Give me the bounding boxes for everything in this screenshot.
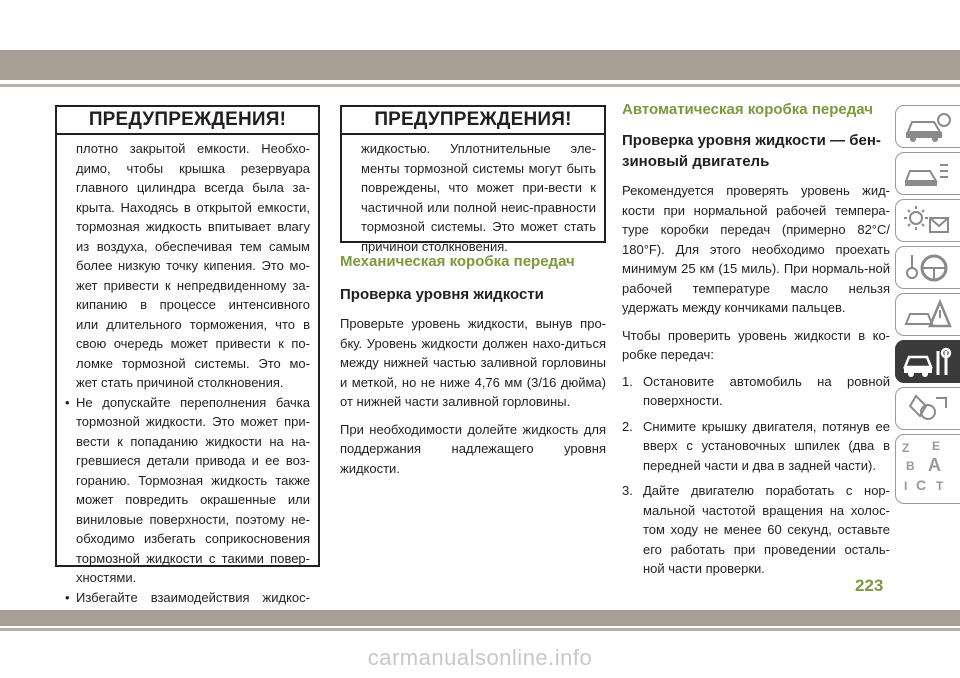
step-item <box>622 372 890 411</box>
manual-transmission-section <box>340 252 606 478</box>
step-text: Остановите автомобиль на ровной поверхности. <box>643 373 890 408</box>
warning-line: жет привести к непредвиденному за- <box>76 277 310 293</box>
index-letter: T <box>936 479 944 493</box>
subsection-title: Проверка уровня жидкости <box>340 286 544 303</box>
step-number: 3. <box>622 483 633 498</box>
paragraph: При необходимости долейте жидкость для поддержания надлежащего уровня жидкости. <box>340 421 606 476</box>
warning-lights-icon <box>902 204 952 238</box>
warning-text: жидкостью. Уплотнительные эле-менты тормозной системы могут быть повреждены, что может при-вести к частичной или полной неис-правности тормозной системы. Это может стать причиной столкновения. <box>361 141 596 254</box>
tab-hazard[interactable] <box>895 293 960 336</box>
index-letter: E <box>932 439 941 453</box>
tab-index[interactable] <box>895 434 960 504</box>
tab-warning-lights[interactable] <box>895 199 960 242</box>
car-lights-icon <box>902 157 952 191</box>
subsection-title: Проверка уровня жидкости — бен-зиновый двигатель <box>622 132 881 170</box>
car-info-icon <box>902 110 952 144</box>
car-service-wrench-icon <box>902 345 952 379</box>
warning-line: димо, чтобы крышка резервуара <box>76 160 310 176</box>
warning-body <box>57 135 318 627</box>
paragraph: Рекомендуется проверять уровень жид-кости при нормальной рабочей темпера-туре коробки передач (примерно 82°C/ 180°F). Для этого необходимо проехать минимум 25 км (15 миль). При нормаль-ной рабочей температуре масло нельзя удержать между кончиками пальцев. <box>622 183 890 315</box>
warning-title: ПРЕДУПРЕЖДЕНИЯ! <box>57 107 318 135</box>
hazard-triangle-icon <box>902 298 952 332</box>
warning-line: из воздуха, обеспечивая тем самым <box>76 238 310 254</box>
tab-car-info[interactable] <box>895 105 960 148</box>
warning-bullet: • Избегайте взаимодействия жидкос- <box>65 588 310 627</box>
warning-line: или длительного торможения, что в <box>76 316 310 332</box>
top-decor-line <box>0 84 960 87</box>
warning-line: крыта. Находясь в открытой емкости, <box>76 199 310 215</box>
tab-car-service[interactable] <box>895 340 960 383</box>
step-number: 1. <box>622 373 633 389</box>
warning-box-brake-fluid <box>55 105 320 605</box>
section-title: Механическая коробка передач <box>340 253 575 270</box>
index-letter: C <box>916 477 927 493</box>
warning-box-brake-seals <box>340 105 606 254</box>
warning-line: ломке тормозной системы. Это мо- <box>76 355 310 371</box>
steering-wheel-icon <box>902 251 952 285</box>
warning-line: свою очередь может привести к по- <box>76 336 310 351</box>
warning-title: ПРЕДУПРЕЖДЕНИЯ! <box>342 107 604 135</box>
paragraph: Проверьте уровень жидкости, вынув про-бку. Уровень жидкости должен нахо-диться между нижней частью заливной горловины и меткой, но не ниже 4,76 мм (3/16 дюйма) от нижней части заливной горловины. <box>340 316 606 409</box>
warning-line: тормозная жидкость впитывает влагу <box>76 219 310 234</box>
warning-line: более низкую точку кипения. Это мо- <box>76 258 310 273</box>
step-text: Дайте двигателю поработать с нор-мальной частотой вращения на холос-том ходу не менее 60 секунд, оставьте его работать при проведении осталь-ной части проверки. <box>643 483 890 576</box>
step-number: 2. <box>622 418 633 434</box>
page-number: 223 <box>855 576 884 595</box>
step-item <box>622 481 890 579</box>
warning-bullet: • Не допускайте переполнения бачка тормозной жидкости. Это может при-вести к попаданию жидкости на на-гревшиеся детали привода и ее воз-горанию. Тормозная жидкость также может повредить окрашенные или виниловые поверхности, поэтому не-обходимо избегать соприкосновения тормозной жидкости с такими повер-хностями. <box>65 393 310 588</box>
warning-line: кипанию в процессе интенсивного <box>76 297 310 312</box>
tab-car-lights[interactable] <box>895 152 960 195</box>
bottom-decor-band <box>0 610 960 626</box>
index-letter: A <box>928 455 941 475</box>
tab-car-spec[interactable] <box>895 387 960 430</box>
index-letter: B <box>906 459 915 473</box>
watermark: carmanualsonline.info <box>367 645 593 670</box>
warning-line: плотно закрытой емкости. Необхо- <box>76 141 310 156</box>
warning-line: главного цилиндра всегда была за- <box>76 180 310 195</box>
paragraph: Чтобы проверить уровень жидкости в ко-робке передач: <box>622 327 890 362</box>
step-item <box>622 417 890 476</box>
index-letter: I <box>904 479 908 493</box>
automatic-transmission-section <box>622 100 890 579</box>
top-decor-band <box>0 50 960 80</box>
warning-line: жет стать причиной столкновения. <box>76 375 284 390</box>
car-spec-icon <box>902 392 952 426</box>
section-title: Автоматическая коробка передач <box>622 101 873 118</box>
tab-steering-wheel[interactable] <box>895 246 960 289</box>
bottom-decor-line <box>0 628 960 631</box>
warning-body <box>342 135 604 256</box>
index-letter: Z <box>902 441 910 455</box>
step-text: Снимите крышку двигателя, потянув ее вверх с установочных шпилек (два в передней части и два в задней части). <box>643 418 890 473</box>
